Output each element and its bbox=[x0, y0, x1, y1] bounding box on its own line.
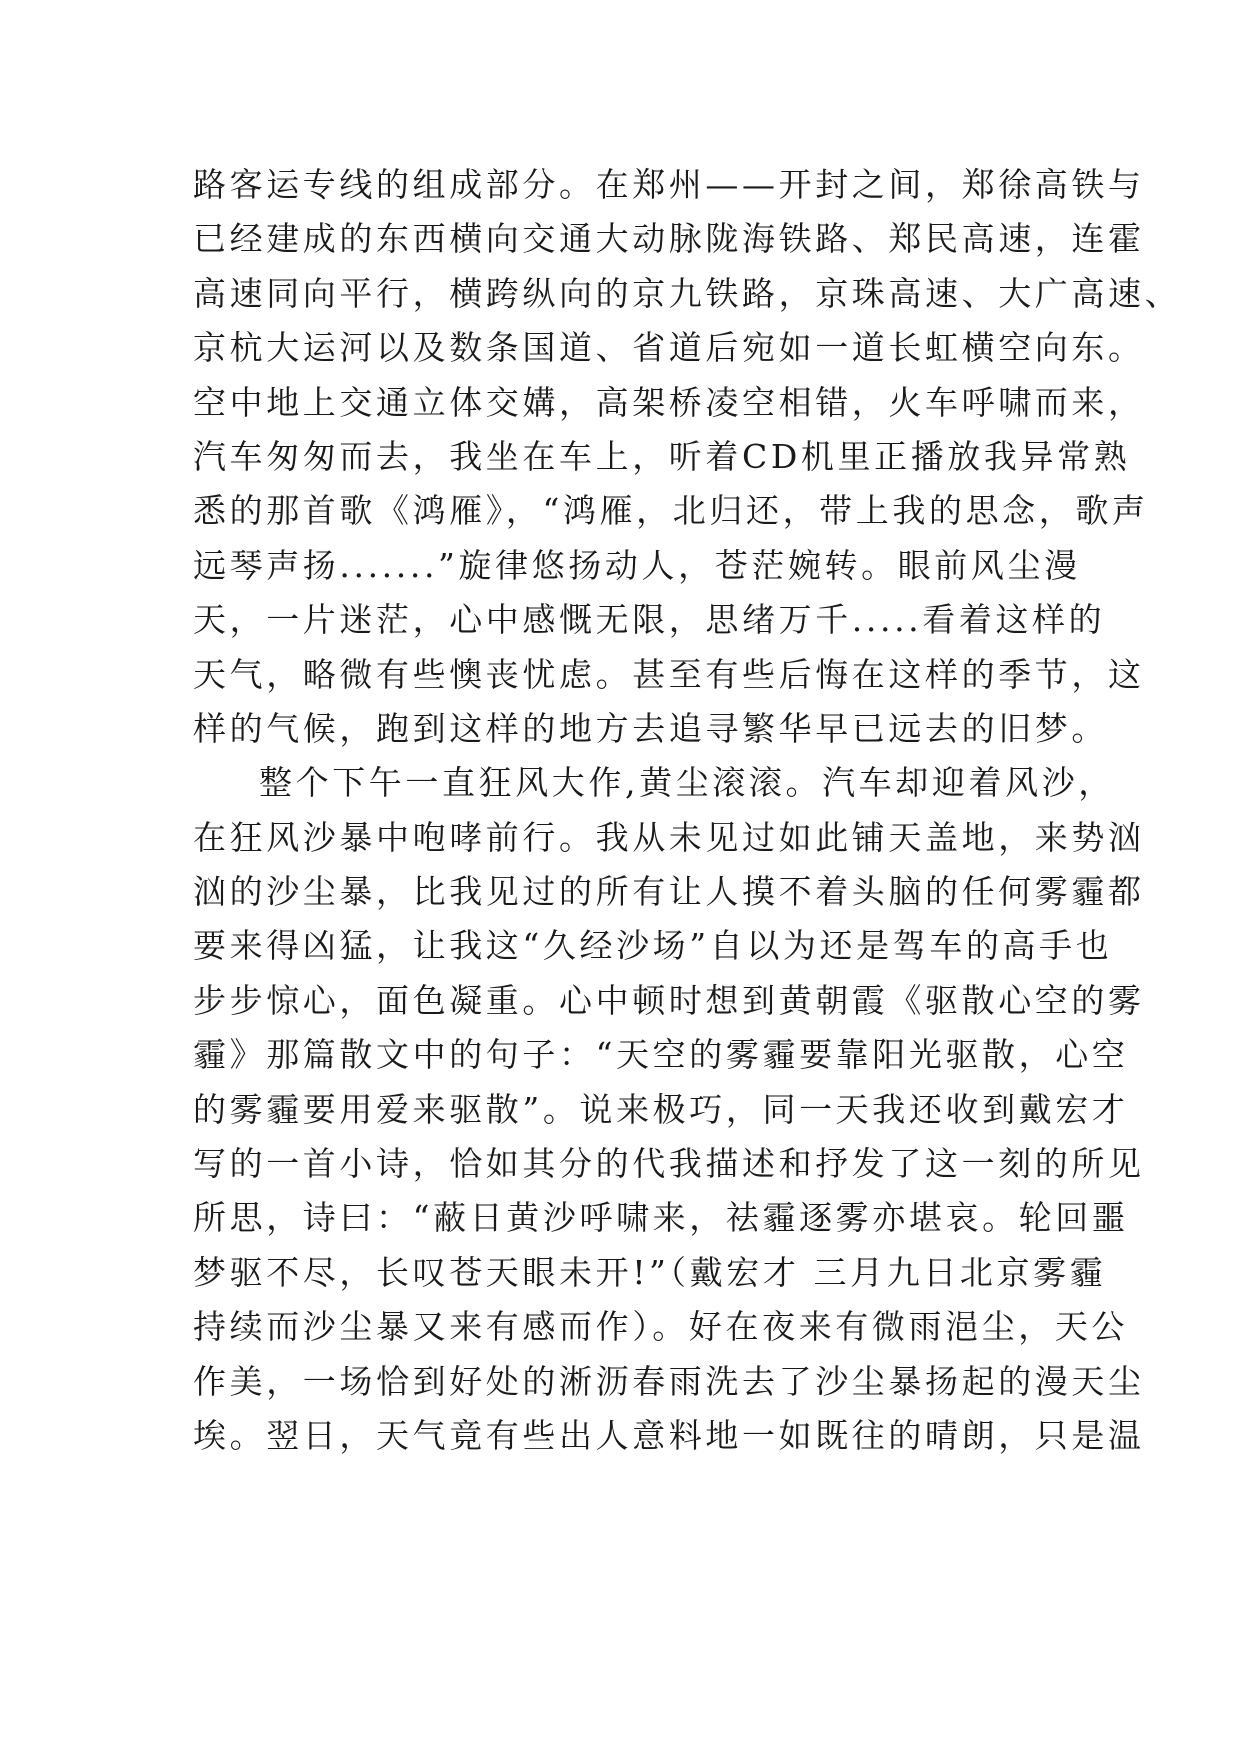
text-line: 空中地上交通立体交媾，高架桥凌空相错，火车呼啸而来， bbox=[193, 382, 1145, 422]
body-text bbox=[193, 158, 1182, 1463]
text-line: 的雾霾要用爱来驱散”。说来极巧，同一天我还收到戴宏才 bbox=[193, 1089, 1129, 1129]
text-line: 作美，一场恰到好处的淅沥春雨洗去了沙尘暴扬起的漫天尘 bbox=[193, 1361, 1145, 1401]
text-line: 埃。翌日，天气竟有些出人意料地一如既往的晴朗，只是温 bbox=[193, 1415, 1145, 1455]
text-line: 天气，略微有些懊丧忧虑。甚至有些后悔在这样的季节，这 bbox=[193, 654, 1145, 694]
text-line: 远琴声扬.......”旋律悠扬动人，苍茫婉转。眼前风尘漫 bbox=[193, 545, 1081, 585]
text-line: 要来得凶猛，让我这“久经沙场”自以为还是驾车的高手也 bbox=[193, 926, 1113, 966]
text-line: 路客运专线的组成部分。在郑州——开封之间，郑徐高铁与 bbox=[193, 165, 1145, 204]
text-line: 已经建成的东西横向交通大动脉陇海铁路、郑民高速，连霍 bbox=[193, 219, 1145, 259]
text-line: 写的一首小诗，恰如其分的代我描述和抒发了这一刻的所见 bbox=[193, 1144, 1145, 1184]
text-line: 梦驱不尽，长叹苍天眼未开!”（戴宏才 三月九日北京雾霾 bbox=[193, 1252, 1107, 1292]
text-line: 所思，诗曰：“蔽日黄沙呼啸来，祛霾逐雾亦堪哀。轮回噩 bbox=[193, 1198, 1129, 1238]
text-line: 京杭大运河以及数条国道、省道后宛如一道长虹横空向东。 bbox=[193, 328, 1145, 368]
text-line: 在狂风沙暴中咆哮前行。我从未见过如此铺天盖地，来势汹 bbox=[193, 817, 1145, 857]
paragraph-start-line: 整个下午一直狂风大作,黄尘滚滚。汽车却迎着风沙， bbox=[259, 763, 1115, 803]
text-line: 汽车匆匆而去，我坐在车上，听着CD机里正播放我异常熟 bbox=[193, 436, 1131, 476]
text-line: 持续而沙尘暴又来有感而作）。好在夜来有微雨浥尘，天公 bbox=[193, 1307, 1129, 1347]
text-line: 高速同向平行，横跨纵向的京九铁路，京珠高速、大广高速、 bbox=[193, 273, 1182, 313]
text-line: 天，一片迷茫，心中感慨无限，思绪万千.....看着这样的 bbox=[193, 600, 1106, 640]
text-line: 霾》那篇散文中的句子：“天空的雾霾要靠阳光驱散，心空 bbox=[193, 1035, 1129, 1075]
text-line: 步步惊心，面色凝重。心中顿时想到黄朝霞《驱散心空的雾 bbox=[193, 980, 1145, 1020]
text-line: 悉的那首歌《鸿雁》，“鸿雁，北归还，带上我的思念，歌声 bbox=[193, 491, 1149, 531]
text-line: 样的气候，跑到这样的地方去追寻繁华早已远去的旧梦。 bbox=[193, 708, 1108, 748]
text-line: 汹的沙尘暴，比我见过的所有让人摸不着头脑的任何雾霾都 bbox=[193, 872, 1145, 912]
